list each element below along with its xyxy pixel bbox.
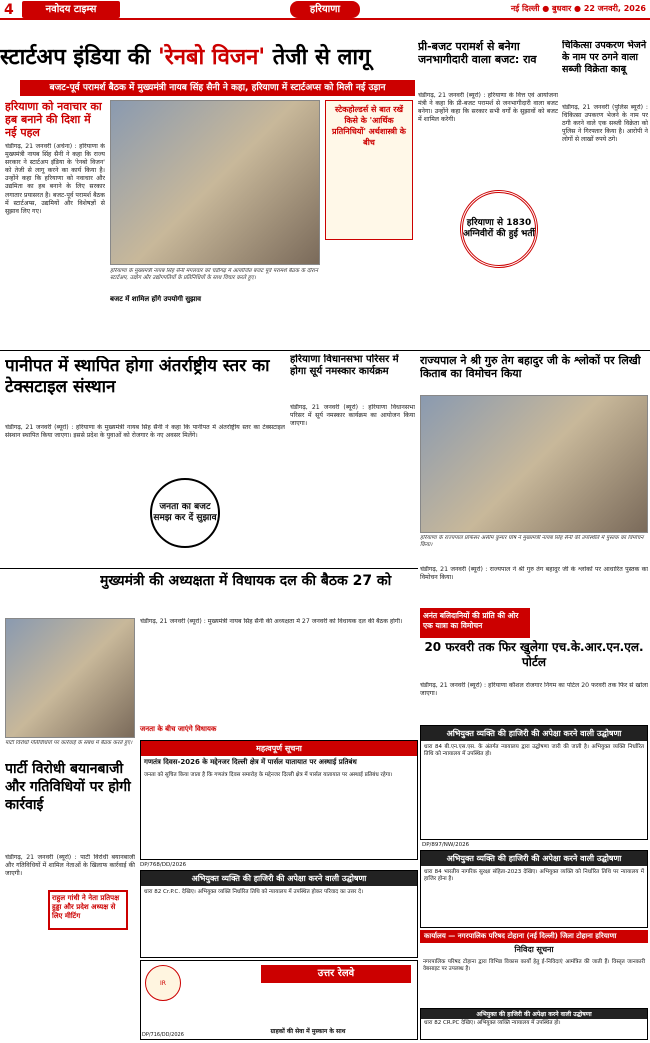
divider-1 — [0, 350, 650, 351]
railway-logo-text: उत्तर रेलवे — [261, 965, 411, 983]
book-headline: राज्यपाल ने श्री गुरु तेग बहादुर जी के श्लोकों पर लिखी किताब का विमोचन किया — [420, 354, 641, 380]
lead-body: चंडीगढ़, 21 जनवरी (अर्चना) : हरियाणा के मुख्यमंत्री नायब सिंह सैनी ने कहा कि राज्य सरकार ने स्टार्टअप इंडिया के 'रेनबो विजन' को तेजी से लागू करने का कार्य किया है। उन्होंने कहा कि हरियाणा को नवाचार और उद्यमिता का हब बनाने के लिए सरकार लगातार प्रयासरत है। बजट-पूर्व परामर्श बैठक में स्टार्टअप्स, उद्यमियों और विशेषज्ञों से सुझाव लिए गए। — [5, 143, 105, 215]
textile-pullquote: जनता का बजट समझ कर दें सुझाव — [150, 478, 220, 548]
lead-photo-caption: हरियाणा के मुख्यमंत्री नायब सिंह सैनी मंगलवार को चंडीगढ़ में आयोजित बजट पूर्व परामर्श बैठक के दौरान स्टार्टअप, उद्योग और उद्योगपतियों के प्रतिनिधियों के साथ विचार करते हुए। — [110, 268, 318, 281]
notice-mahatvapurna-body: जनता को सूचित किया जाता है कि गणतंत्र दिवस समारोह के मद्देनजर दिल्ली क्षेत्र में पार्सल यातायात पर अस्थाई प्रतिबंध रहेगा। — [144, 772, 393, 778]
notice-proclamation-3-head: अभियुक्त व्यक्ति की हाजिरी की अपेक्षा करने वाली उद्घोषणा — [141, 871, 417, 886]
lead-body-continued — [110, 295, 410, 350]
book-photo — [420, 395, 648, 533]
textile-body: चंडीगढ़, 21 जनवरी (ब्यूरो) : हरियाणा के मुख्यमंत्री नायब सिंह सैनी ने कहा कि पानीपत में अंतर्राष्ट्रीय स्तर का टेक्सटाइल संस्थान स्थापित किया जाएगा। इससे प्रदेश के युवाओं को रोजगार के नए अवसर मिलेंगे। — [5, 424, 285, 440]
tender-head: निविदा सूचना — [514, 945, 554, 954]
prebudget-headline: प्री-बजट परामर्श से बनेगा जनभागीदारी वाला बजट: राव — [418, 40, 537, 66]
notice-mahatvapurna-head: महत्वपूर्ण सूचना — [141, 741, 417, 756]
dp-ref-1: DP/897/NW/2026 — [422, 842, 470, 848]
lead-banner: बजट-पूर्व परामर्श बैठक में मुख्यमंत्री नायब सिंह सैनी ने कहा, हरियाणा में स्टार्टअप्स को मिली नई उड़ान — [20, 80, 415, 96]
fraud-body: चंडीगढ़, 21 जनवरी (पुलिस ब्यूरो) : चिकित्सा उपकरण भेजने के नाम पर ठगी करने वाले एक सब्जी विक्रेता को पुलिस ने गिरफ्तार किया है। आरोपी ने लोगों से लाखों रुपये ठगे। — [562, 104, 648, 144]
portal-headline: 20 फरवरी तक फिर खुलेगा एच.के.आर.एन.एल. पोर्टल — [424, 640, 644, 669]
tender-bar: कार्यालय — नगरपालिक परिषद टोहाना (नई दिल्ली) जिला टोहाना हरियाणा — [420, 930, 648, 943]
notice-proclamation-2-body: धारा 84 भारतीय नागरिक सुरक्षा संहिता-2023 देखिए। अभियुक्त व्यक्ति को निर्धारित तिथि पर न्यायालय में हाजिर होना है। — [424, 869, 644, 882]
notice-proclamation-4-body: धारा 82 CR.PC देखिए। अभियुक्त व्यक्ति न्यायालय में उपस्थित हो। — [424, 1020, 561, 1026]
notice-proclamation-2 — [420, 850, 648, 928]
color-registration-bar — [180, 1036, 480, 1043]
cabinet-subhead: जनता के बीच जाएंगे विधायक — [140, 725, 217, 733]
book-caption: हरियाणा के राज्यपाल प्रोफेसर असीम कुमार घोष ने मुख्यमंत्री नायब सिंह सैनी की उपस्थिति में पुस्तक का विमोचन किया। — [420, 535, 644, 548]
party-caption: पार्टी विरोधी गतिविधियों पर कार्रवाई के संबंध में बैठक करते हुए। — [5, 740, 133, 746]
railway-ad — [140, 960, 418, 1040]
party-body: चंडीगढ़, 21 जनवरी (ब्यूरो) : पार्टी विरोधी बयानबाजी और गतिविधियों में शामिल नेताओं के खिलाफ कार्रवाई की जाएगी। — [5, 854, 135, 878]
lead-headline-red: 'रेनबो विजन' — [158, 45, 266, 70]
party-headline: पार्टी विरोधी बयानबाजी और गतिविधियों पर होगी कार्रवाई — [5, 761, 131, 813]
lead-headline-part2: तेजी से लागू — [265, 45, 371, 70]
lead-headline — [0, 40, 412, 75]
book-subhead: अनंत बलिदानियों की प्रांति की ओर एक यात्रा का विमोचन — [420, 608, 530, 638]
notice-mahatvapurna-sub: गणतंत्र दिवस-2026 के मद्देनजर दिल्ली क्षेत्र में पार्सल यातायात पर अस्थाई प्रतिबंध — [144, 758, 357, 766]
lead-subhead: हरियाणा को नवाचार का हब बनाने की दिशा में नई पहल — [5, 100, 102, 139]
notice-mahatvapurna — [140, 740, 418, 860]
party-subhead: राहुल गांधी ने नेता प्रतिपक्ष हुड्डा और प्रदेश अध्यक्ष से लिए मीटिंग — [48, 890, 128, 930]
divider-2 — [0, 568, 418, 569]
notice-proclamation-3 — [140, 870, 418, 958]
lead-quote-box: स्टेकहोल्डर्स से बात रखें किसे के 'आर्थिक प्रतिनिधियों' अर्थशास्त्री के बीच — [325, 100, 413, 240]
notice-proclamation-1 — [420, 725, 648, 840]
notice-proclamation-1-head: अभियुक्त व्यक्ति की हाजिरी की अपेक्षा करने वाली उद्घोषणा — [421, 726, 647, 741]
dp-ref-3: DP/716/DD/2026 — [142, 1032, 184, 1038]
assembly-headline: हरियाणा विधानसभा परिसर में होगा सूर्य नमस्कार कार्यक्रम — [290, 354, 399, 377]
fraud-headline: चिकित्सा उपकरण भेजने के नाम पर ठगने वाला सब्जी विक्रेता काबू — [562, 40, 647, 75]
dateline: नई दिल्ली ● बुधवार ● 22 जनवरी, 2026 — [510, 4, 646, 13]
portal-body: चंडीगढ़, 21 जनवरी (ब्यूरो) : हरियाणा कौशल रोजगार निगम का पोर्टल 20 फरवरी तक फिर से खोला जाएगा। — [420, 682, 648, 698]
lead-small-sub: बजट में शामिल होंगे उपयोगी सुझाव — [110, 295, 202, 303]
notice-proclamation-2-head: अभियुक्त व्यक्ति की हाजिरी की अपेक्षा करने वाली उद्घोषणा — [421, 851, 647, 866]
assembly-body: चंडीगढ़, 21 जनवरी (ब्यूरो) : हरियाणा विधानसभा परिसर में सूर्य नमस्कार कार्यक्रम का आयोजन किया जाएगा। — [290, 404, 415, 428]
railway-logo-icon: IR — [145, 965, 181, 1001]
lead-headline-part1: स्टार्टअप इंडिया की — [0, 45, 159, 70]
cabinet-photo — [5, 618, 135, 738]
notice-proclamation-4-head: अभियुक्त की हाजिरी की अपेक्षा करने वाली उद्घोषणा — [421, 1009, 647, 1019]
notice-proclamation-3-body: धारा 82 Cr.P.C. देखिए। अभियुक्त व्यक्ति निर्धारित तिथि को न्यायालय में उपस्थित होकर परिवाद का उत्तर दे। — [144, 889, 364, 895]
lead-photo — [110, 100, 320, 265]
agniveer-badge: हरियाणा से 1830 अग्निवीरों की हुई भर्ती — [460, 190, 538, 268]
cabinet-body: चंडीगढ़, 21 जनवरी (ब्यूरो) : मुख्यमंत्री नायब सिंह सैनी की अध्यक्षता में 27 जनवरी को विधायक दल की बैठक होगी। — [140, 618, 403, 625]
railway-tagline: ग्राहकों की सेवा में मुस्कान के साथ — [270, 1028, 346, 1035]
prebudget-body: चंडीगढ़, 21 जनवरी (ब्यूरो) : हरियाणा के वित्त एवं आयोजना मंत्री ने कहा कि प्री-बजट परामर्श से जनभागीदारी वाला बजट बनेगा। उन्होंने कहा कि सरकार सभी वर्गों के सुझावों को बजट में शामिल करेगी। — [418, 92, 558, 124]
section-label: हरियाणा — [290, 1, 360, 18]
tender-body: नगरपालिक परिषद टोहाना द्वारा विभिन्न विकास कार्यों हेतु ई-निविदाएं आमंत्रित की जाती हैं। विस्तृत जानकारी वेबसाइट पर उपलब्ध है। — [423, 959, 645, 972]
page-number: 4 — [4, 2, 14, 18]
notice-proclamation-1-body: धारा 84 बी.एन.एस.एस. के अंतर्गत न्यायालय द्वारा उद्घोषणा जारी की जाती है। अभियुक्त व्यक्ति निर्धारित तिथि को न्यायालय में उपस्थित हो। — [424, 744, 644, 757]
dp-ref-2: DP/768/DD/2026 — [140, 862, 187, 868]
cabinet-headline: मुख्यमंत्री की अध्यक्षता में विधायक दल की बैठक 27 को — [100, 573, 392, 589]
textile-headline: पानीपत में स्थापित होगा अंतर्राष्ट्रीय स्तर का टेक्सटाइल संस्थान — [5, 356, 270, 397]
book-body: चंडीगढ़, 21 जनवरी (ब्यूरो) : राज्यपाल ने श्री गुरु तेग बहादुर जी के श्लोकों पर आधारित पुस्तक का विमोचन किया। — [420, 566, 648, 582]
brand-logo: नवोदय टाइम्स — [22, 1, 120, 18]
